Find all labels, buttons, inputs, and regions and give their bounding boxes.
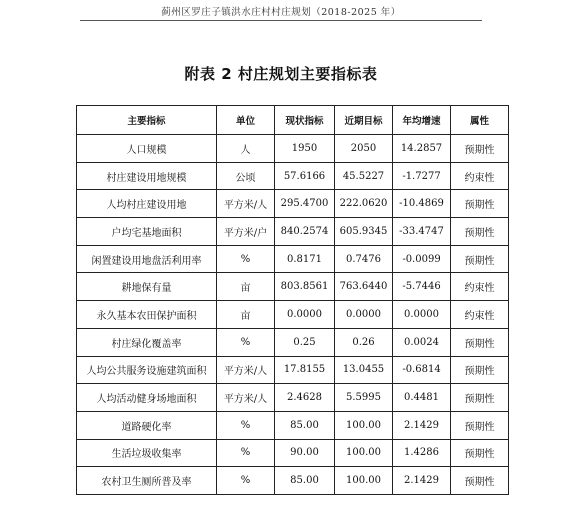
table-row	[77, 439, 509, 467]
target-value: 100.00	[335, 411, 393, 439]
indicator-name: 人均活动健身场地面积	[77, 384, 217, 412]
indicator-name: 耕地保有量	[77, 273, 217, 301]
growth-rate: 0.0000	[393, 301, 451, 329]
column-header: 主要指标	[77, 106, 217, 135]
current-value: 1950	[275, 135, 335, 163]
attribute-cell: 预期性	[451, 328, 509, 356]
target-value: 100.00	[335, 439, 393, 467]
table-header-row	[77, 106, 509, 135]
attribute-cell: 预期性	[451, 467, 509, 495]
attribute-cell: 预期性	[451, 439, 509, 467]
attribute-cell: 约束性	[451, 301, 509, 329]
target-value: 0.26	[335, 328, 393, 356]
unit-cell: 平方米/户	[217, 218, 275, 246]
unit-cell: %	[217, 245, 275, 273]
running-header: 蓟州区罗庄子镇洪水庄村村庄规划（2018-2025 年）	[161, 7, 401, 18]
target-value: 2050	[335, 135, 393, 163]
unit-cell: %	[217, 328, 275, 356]
attribute-cell: 预期性	[451, 190, 509, 218]
attribute-cell: 预期性	[451, 218, 509, 246]
growth-rate: -5.7446	[393, 273, 451, 301]
column-header: 现状指标	[275, 106, 335, 135]
table-row	[77, 356, 509, 384]
column-header: 单位	[217, 106, 275, 135]
table-row	[77, 384, 509, 412]
target-value: 0.0000	[335, 301, 393, 329]
attribute-cell: 预期性	[451, 411, 509, 439]
attribute-cell: 约束性	[451, 273, 509, 301]
indicator-table	[76, 105, 509, 495]
indicator-name: 生活垃圾收集率	[77, 439, 217, 467]
indicator-name: 永久基本农田保护面积	[77, 301, 217, 329]
target-value: 13.0455	[335, 356, 393, 384]
growth-rate: 14.2857	[393, 135, 451, 163]
table-row	[77, 328, 509, 356]
target-value: 0.7476	[335, 245, 393, 273]
current-value: 0.25	[275, 328, 335, 356]
current-value: 85.00	[275, 467, 335, 495]
indicator-name: 闲置建设用地盘活利用率	[77, 245, 217, 273]
current-value: 0.8171	[275, 245, 335, 273]
unit-cell: 平方米/人	[217, 384, 275, 412]
table-row	[77, 162, 509, 190]
current-value: 2.4628	[275, 384, 335, 412]
current-value: 90.00	[275, 439, 335, 467]
target-value: 763.6440	[335, 273, 393, 301]
table-row	[77, 467, 509, 495]
table-row	[77, 135, 509, 163]
growth-rate: 2.1429	[393, 467, 451, 495]
unit-cell: 亩	[217, 301, 275, 329]
unit-cell: 平方米/人	[217, 356, 275, 384]
growth-rate: -10.4869	[393, 190, 451, 218]
table-row	[77, 218, 509, 246]
indicator-name: 人口规模	[77, 135, 217, 163]
current-value: 85.00	[275, 411, 335, 439]
unit-cell: 亩	[217, 273, 275, 301]
attribute-cell: 预期性	[451, 356, 509, 384]
unit-cell: %	[217, 411, 275, 439]
growth-rate: -33.4747	[393, 218, 451, 246]
target-value: 45.5227	[335, 162, 393, 190]
table-row	[77, 411, 509, 439]
indicator-name: 人均公共服务设施建筑面积	[77, 356, 217, 384]
indicator-name: 道路硬化率	[77, 411, 217, 439]
table-row	[77, 190, 509, 218]
growth-rate: 0.0024	[393, 328, 451, 356]
unit-cell: 公顷	[217, 162, 275, 190]
growth-rate: 2.1429	[393, 411, 451, 439]
unit-cell: %	[217, 439, 275, 467]
column-header: 属性	[451, 106, 509, 135]
indicator-name: 村庄绿化覆盖率	[77, 328, 217, 356]
growth-rate: 1.4286	[393, 439, 451, 467]
column-header: 近期目标	[335, 106, 393, 135]
column-header: 年均增速	[393, 106, 451, 135]
current-value: 840.2574	[275, 218, 335, 246]
table-title: 附表 2 村庄规划主要指标表	[184, 65, 378, 83]
indicator-name: 农村卫生厕所普及率	[77, 467, 217, 495]
table-row	[77, 273, 509, 301]
indicator-name: 人均村庄建设用地	[77, 190, 217, 218]
unit-cell: 平方米/人	[217, 190, 275, 218]
target-value: 5.5995	[335, 384, 393, 412]
attribute-cell: 预期性	[451, 384, 509, 412]
table-row	[77, 301, 509, 329]
target-value: 100.00	[335, 467, 393, 495]
growth-rate: 0.4481	[393, 384, 451, 412]
growth-rate: -0.6814	[393, 356, 451, 384]
attribute-cell: 预期性	[451, 135, 509, 163]
growth-rate: -1.7277	[393, 162, 451, 190]
indicator-name: 村庄建设用地规模	[77, 162, 217, 190]
current-value: 295.4700	[275, 190, 335, 218]
attribute-cell: 预期性	[451, 245, 509, 273]
growth-rate: -0.0099	[393, 245, 451, 273]
current-value: 17.8155	[275, 356, 335, 384]
header-rule	[80, 20, 482, 21]
indicator-name: 户均宅基地面积	[77, 218, 217, 246]
current-value: 57.6166	[275, 162, 335, 190]
target-value: 222.0620	[335, 190, 393, 218]
current-value: 0.0000	[275, 301, 335, 329]
unit-cell: %	[217, 467, 275, 495]
table-row	[77, 245, 509, 273]
target-value: 605.9345	[335, 218, 393, 246]
attribute-cell: 约束性	[451, 162, 509, 190]
current-value: 803.8561	[275, 273, 335, 301]
unit-cell: 人	[217, 135, 275, 163]
